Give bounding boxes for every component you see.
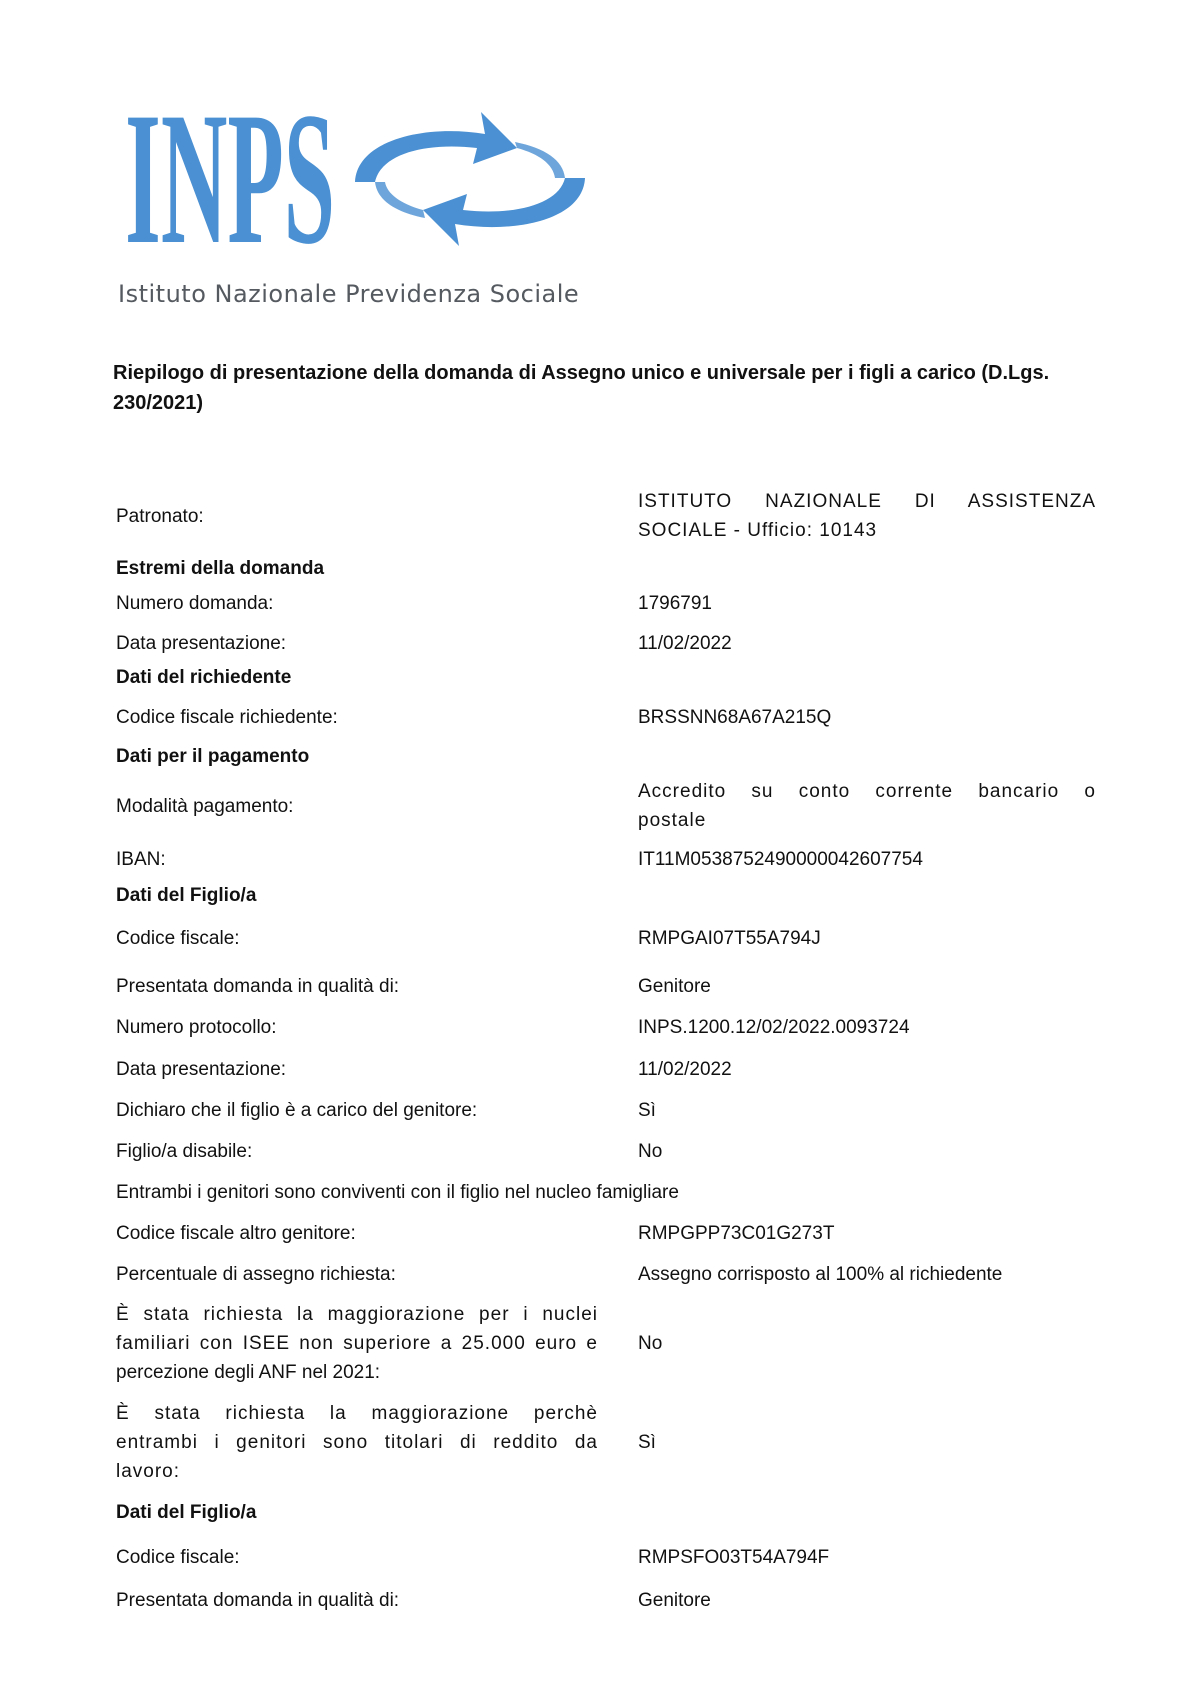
magg2-line3: lavoro: <box>116 1460 181 1482</box>
section-richiedente: Dati del richiedente <box>116 667 292 688</box>
modalita-pagamento-label: Modalità pagamento: <box>116 795 294 817</box>
patronato-value-line1: ISTITUTO NAZIONALE DI ASSISTENZA <box>638 491 1096 512</box>
figlio1-disabile-value: No <box>638 1140 663 1162</box>
modalita-line2: postale <box>638 810 707 831</box>
logo-subtitle: Istituto Nazionale Previdenza Sociale <box>118 280 580 308</box>
figlio1-cf-row <box>116 910 1096 966</box>
section-figlio-2: Dati del Figlio/a <box>116 1502 257 1523</box>
figlio1-percentuale-value: Assegno corrisposto al 100% al richiedente <box>638 1263 1003 1285</box>
figlio1-conviventi: Entrambi i genitori sono conviventi con il figlio nel nucleo famigliare <box>116 1181 679 1203</box>
figlio1-maggiorazione-reddito-row <box>116 1392 1096 1492</box>
figlio1-cf-label: Codice fiscale: <box>116 927 240 949</box>
cf-richiedente-label: Codice fiscale richiedente: <box>116 706 338 728</box>
figlio1-disabile-label: Figlio/a disabile: <box>116 1140 253 1162</box>
patronato-label: Patronato: <box>116 505 204 527</box>
patronato-row <box>116 480 1096 552</box>
modalita-pagamento-row <box>116 771 1096 841</box>
figlio2-cf-row <box>116 1527 1096 1587</box>
section-pagamento: Dati per il pagamento <box>116 746 310 767</box>
section-estremi: Estremi della domanda <box>116 558 325 579</box>
figlio1-data-row <box>116 1048 1096 1090</box>
numero-domanda-row <box>116 583 1096 623</box>
numero-domanda-label: Numero domanda: <box>116 592 274 614</box>
modalita-line1: Accredito su conto corrente bancario o <box>638 781 1096 802</box>
cf-richiedente-value: BRSSNN68A67A215Q <box>638 706 832 728</box>
figlio1-data-value: 11/02/2022 <box>638 1058 732 1080</box>
inps-wordmark: INPS <box>125 82 335 282</box>
figlio1-maggiorazione-isee-row <box>116 1294 1096 1392</box>
figlio2-qualita-row <box>116 1587 1096 1613</box>
magg2-line2: entrambi i genitori sono titolari di reddito da <box>116 1431 598 1453</box>
figlio1-carico-row <box>116 1090 1096 1130</box>
figlio1-altro-genitore-label: Codice fiscale altro genitore: <box>116 1222 356 1244</box>
figlio2-cf-value: RMPSFO03T54A794F <box>638 1546 830 1568</box>
figlio1-maggiorazione-isee-value: No <box>638 1332 663 1354</box>
cf-richiedente-row <box>116 692 1096 742</box>
figlio1-qualita-row <box>116 966 1096 1006</box>
figlio1-carico-value: Sì <box>638 1099 656 1121</box>
figlio1-maggiorazione-reddito-label <box>116 1399 598 1486</box>
figlio1-data-label: Data presentazione: <box>116 1058 287 1080</box>
magg2-line1: È stata richiesta la maggiorazione perchè <box>116 1402 598 1424</box>
iban-value: IT11M0538752490000042607754 <box>638 848 923 870</box>
figlio1-protocollo-value: INPS.1200.12/02/2022.0093724 <box>638 1016 910 1038</box>
iban-label: IBAN: <box>116 848 166 870</box>
figlio1-altro-genitore-row <box>116 1212 1096 1254</box>
document-title: Riepilogo di presentazione della domanda di Assegno unico e universale per i figli a carico (D.Lgs. 230/2021) <box>113 362 1050 414</box>
section-figlio-1: Dati del Figlio/a <box>116 885 257 906</box>
modalita-pagamento-value <box>638 777 1096 835</box>
data-presentazione-label: Data presentazione: <box>116 632 287 654</box>
figlio1-percentuale-label: Percentuale di assegno richiesta: <box>116 1263 396 1285</box>
figlio1-protocollo-label: Numero protocollo: <box>116 1016 277 1038</box>
figlio1-qualita-label: Presentata domanda in qualità di: <box>116 975 400 997</box>
figlio1-disabile-row <box>116 1130 1096 1172</box>
magg1-line3: percezione degli ANF nel 2021: <box>116 1361 381 1383</box>
figlio1-maggiorazione-isee-label <box>116 1300 598 1387</box>
figlio1-protocollo-row <box>116 1006 1096 1048</box>
patronato-value-line2: SOCIALE - Ufficio: 10143 <box>638 520 878 541</box>
figlio1-cf-value: RMPGAI07T55A794J <box>638 927 821 949</box>
iban-row <box>116 841 1096 877</box>
figlio2-qualita-label: Presentata domanda in qualità di: <box>116 1589 400 1611</box>
numero-domanda-value: 1796791 <box>638 592 712 614</box>
figlio1-maggiorazione-reddito-value: Sì <box>638 1431 656 1453</box>
circular-arrows-icon <box>355 112 585 246</box>
patronato-value <box>638 487 1096 545</box>
inps-logo <box>118 82 595 312</box>
figlio2-cf-label: Codice fiscale: <box>116 1546 240 1568</box>
magg1-line2: familiari con ISEE non superiore a 25.000 euro e <box>116 1332 598 1354</box>
figlio1-qualita-value: Genitore <box>638 975 711 997</box>
figlio1-carico-label: Dichiaro che il figlio è a carico del genitore: <box>116 1099 478 1121</box>
inps-logo-mark <box>125 82 595 282</box>
figlio2-qualita-value: Genitore <box>638 1589 711 1611</box>
data-presentazione-row <box>116 623 1096 663</box>
data-presentazione-value: 11/02/2022 <box>638 632 732 654</box>
figlio1-altro-genitore-value: RMPGPP73C01G273T <box>638 1222 835 1244</box>
figlio1-percentuale-row <box>116 1254 1096 1294</box>
summary-list <box>116 480 1096 1613</box>
magg1-line1: È stata richiesta la maggiorazione per i nuclei <box>116 1303 598 1325</box>
